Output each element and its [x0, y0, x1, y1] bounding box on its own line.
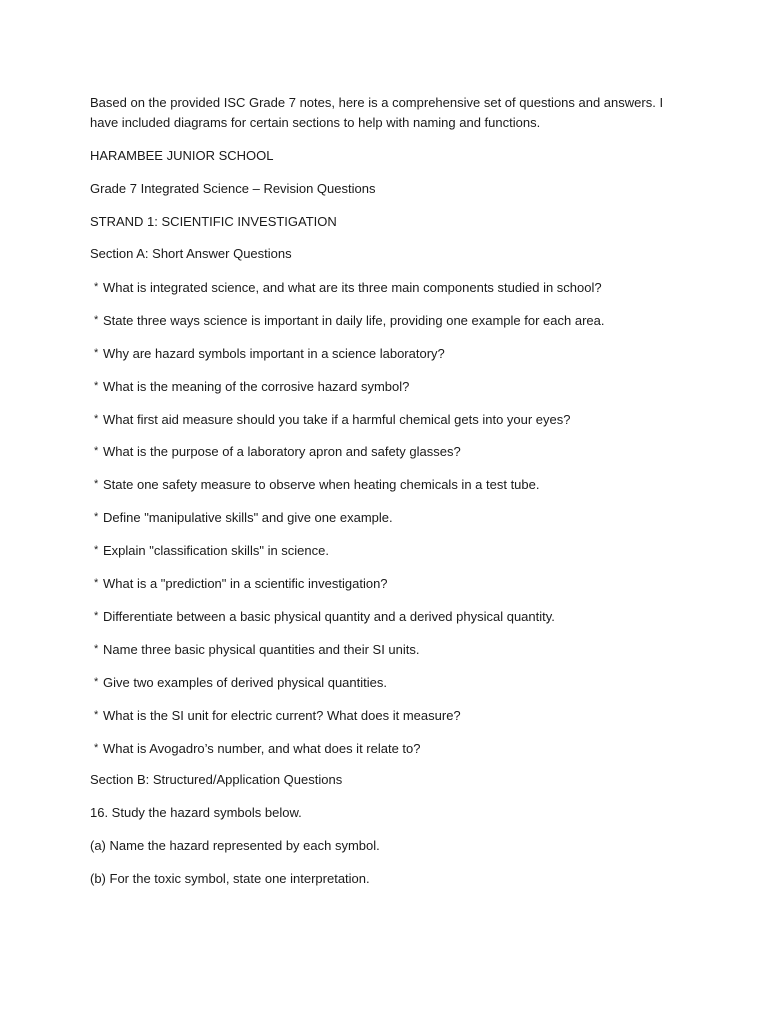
question-item: [94, 674, 387, 691]
section-a-heading: Section A: Short Answer Questions: [90, 246, 292, 261]
question-text: What is a "prediction" in a scientific investigation?: [103, 576, 388, 591]
question-text: State one safety measure to observe when heating chemicals in a test tube.: [103, 477, 540, 492]
bullet-marker: *: [94, 347, 99, 359]
question-item: [94, 279, 602, 296]
strand-heading: STRAND 1: SCIENTIFIC INVESTIGATION: [90, 214, 337, 229]
bullet-marker: *: [94, 478, 99, 490]
bullet-marker: *: [94, 413, 99, 425]
question-item: [94, 312, 604, 329]
question-item: [94, 641, 420, 658]
bullet-marker: *: [94, 643, 99, 655]
question-16b: (b) For the toxic symbol, state one interpretation.: [90, 871, 370, 886]
bullet-marker: *: [94, 281, 99, 293]
question-item: [94, 608, 555, 625]
question-item: [94, 509, 393, 526]
question-item: [94, 740, 421, 757]
question-text: Why are hazard symbols important in a science laboratory?: [103, 346, 445, 361]
school-name: HARAMBEE JUNIOR SCHOOL: [90, 148, 274, 163]
bullet-marker: *: [94, 544, 99, 556]
question-text: Explain "classification skills" in science.: [103, 543, 329, 558]
bullet-marker: *: [94, 380, 99, 392]
bullet-marker: *: [94, 610, 99, 622]
question-item: [94, 345, 445, 362]
question-item: [94, 707, 461, 724]
question-text: State three ways science is important in daily life, providing one example for each area.: [103, 313, 605, 328]
question-item: [94, 443, 461, 460]
question-item: [94, 476, 539, 493]
bullet-marker: *: [94, 445, 99, 457]
section-b-heading: Section B: Structured/Application Questions: [90, 772, 343, 787]
question-text: Define "manipulative skills" and give one example.: [103, 510, 393, 525]
question-item: [94, 542, 329, 559]
bullet-marker: *: [94, 742, 99, 754]
question-text: Differentiate between a basic physical quantity and a derived physical quantity.: [103, 609, 555, 624]
question-text: What is the meaning of the corrosive hazard symbol?: [103, 379, 410, 394]
question-text: What is integrated science, and what are its three main components studied in school?: [103, 280, 602, 295]
question-16a: (a) Name the hazard represented by each symbol.: [90, 838, 380, 853]
intro-paragraph: Based on the provided ISC Grade 7 notes, here is a comprehensive set of questions and answers. I have included diagrams for certain sections to help with naming and functions.: [90, 95, 664, 130]
question-text: Give two examples of derived physical quantities.: [103, 675, 387, 690]
question-item: [94, 378, 409, 395]
question-text: Name three basic physical quantities and their SI units.: [103, 642, 420, 657]
question-item: [94, 411, 571, 428]
document-subtitle: Grade 7 Integrated Science – Revision Questions: [90, 181, 376, 196]
question-16: 16. Study the hazard symbols below.: [90, 805, 302, 820]
question-text: What first aid measure should you take if a harmful chemical gets into your eyes?: [103, 412, 571, 427]
bullet-marker: *: [94, 314, 99, 326]
bullet-marker: *: [94, 676, 99, 688]
question-item: [94, 575, 388, 592]
question-text: What is Avogadro’s number, and what does it relate to?: [103, 741, 421, 756]
bullet-marker: *: [94, 577, 99, 589]
question-text: What is the SI unit for electric current? What does it measure?: [103, 708, 461, 723]
question-text: What is the purpose of a laboratory apron and safety glasses?: [103, 444, 461, 459]
bullet-marker: *: [94, 511, 99, 523]
bullet-marker: *: [94, 709, 99, 721]
